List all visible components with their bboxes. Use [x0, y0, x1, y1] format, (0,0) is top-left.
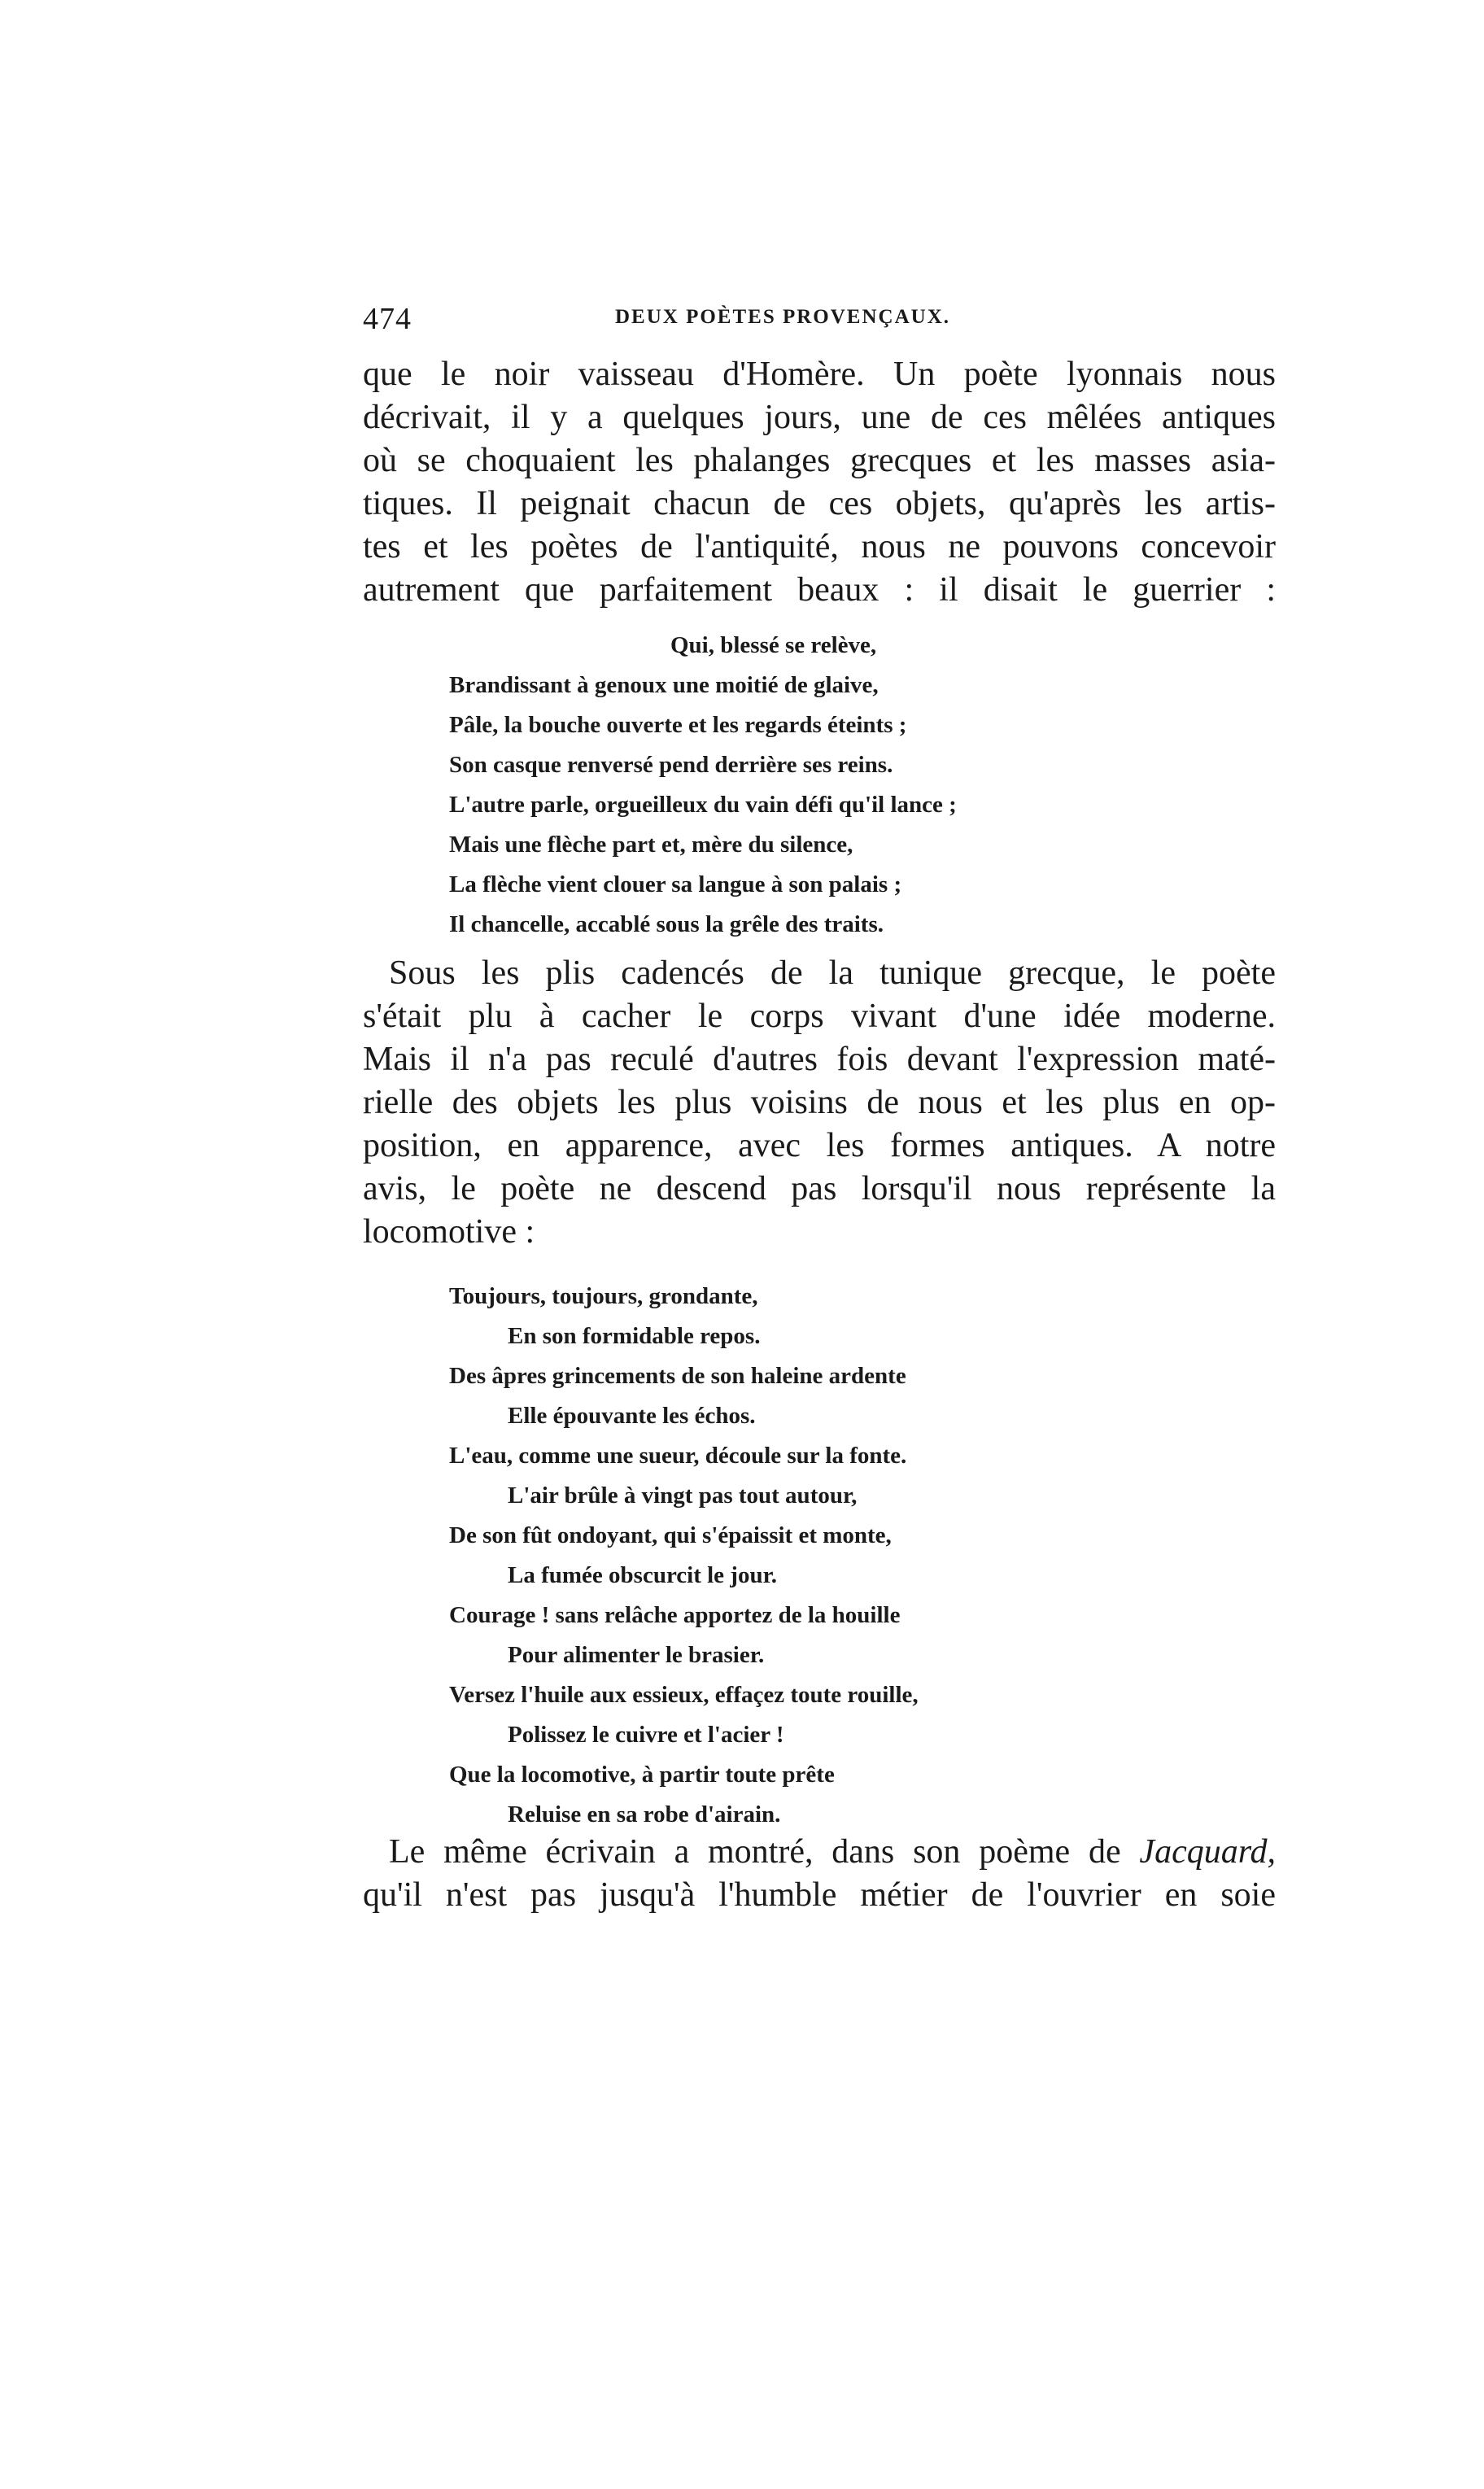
verse-line: L'air brûle à vingt pas tout autour, — [508, 1482, 858, 1509]
verse-line: La flèche vient clouer sa langue à son palais ; — [449, 871, 902, 897]
text-line: rielle des objets les plus voisins de nous et les plus en op- — [363, 1084, 1276, 1121]
verse-line: Polissez le cuivre et l'acier ! — [508, 1722, 784, 1748]
text-line: autrement que parfaitement beaux : il disait le guerrier : — [363, 571, 1276, 609]
text-line — [363, 1831, 1276, 1874]
text-line: Mais il n'a pas reculé d'autres fois devant l'expression maté- — [363, 1041, 1276, 1078]
paragraph-2 — [363, 952, 1276, 1254]
text-line: tes et les poètes de l'antiquité, nous ne pouvons concevoir — [363, 528, 1276, 565]
running-head — [363, 301, 1276, 342]
text-line: où se choquaient les phalanges grecques et les masses asia- — [363, 442, 1276, 479]
text-line: qu'il n'est pas jusqu'à l'humble métier de l'ouvrier en soie — [363, 1876, 1276, 1914]
text-fragment: Le même écrivain a montré, dans son poème de — [389, 1833, 1140, 1871]
verse-line: Que la locomotive, à partir toute prête — [449, 1762, 835, 1788]
verse-line: Son casque renversé pend derrière ses reins. — [449, 752, 893, 778]
text-line: tiques. Il peignait chacun de ces objets, qu'après les artis- — [363, 485, 1276, 522]
verse-line: Courage ! sans relâche apportez de la houille — [449, 1602, 901, 1628]
verse-line: L'autre parle, orgueilleux du vain défi qu'il lance ; — [449, 792, 957, 818]
paragraph-1 — [363, 353, 1276, 612]
verse-line: Toujours, toujours, grondante, — [449, 1283, 758, 1309]
text-line: avis, le poète ne descend pas lorsqu'il nous représente la — [363, 1170, 1276, 1207]
text-line: s'était plu à cacher le corps vivant d'une idée moderne. — [363, 998, 1276, 1035]
verse-line: Qui, blessé se relève, — [670, 632, 877, 658]
verse-line: Versez l'huile aux essieux, effaçez toute rouille, — [449, 1682, 919, 1708]
verse-line: Elle épouvante les échos. — [508, 1403, 756, 1429]
verse-line: L'eau, comme une sueur, découle sur la fonte. — [449, 1443, 907, 1469]
verse-line: En son formidable repos. — [508, 1323, 761, 1349]
verse-line: Reluise en sa robe d'airain. — [508, 1801, 781, 1827]
verse-line: Brandissant à genoux une moitié de glaive, — [449, 672, 879, 698]
page-number: 474 — [363, 302, 412, 336]
verse-line: Il chancelle, accablé sous la grêle des traits. — [449, 911, 884, 937]
verse-line: La fumée obscurcit le jour. — [508, 1562, 778, 1588]
text-line: Sous les plis cadencés de la tunique grecque, le poète — [389, 954, 1276, 992]
verse-line: De son fût ondoyant, qui s'épaissit et monte, — [449, 1522, 892, 1548]
paragraph-3 — [363, 1831, 1276, 1917]
text-line: locomotive : — [363, 1213, 535, 1251]
verse-line: Mais une flèche part et, mère du silence, — [449, 832, 853, 858]
verse-locomotive — [449, 1277, 919, 1835]
running-title: DEUX POÈTES PROVENÇAUX. — [615, 306, 951, 328]
verse-warrior — [449, 626, 957, 945]
verse-line: Pâle, la bouche ouverte et les regards éteints ; — [449, 712, 907, 738]
text-line: position, en apparence, avec les formes antiques. A notre — [363, 1127, 1276, 1164]
verse-line: Des âpres grincements de son haleine ardente — [449, 1363, 906, 1389]
verse-line: Pour alimenter le brasier. — [508, 1642, 765, 1668]
work-title: Jacquard, — [1139, 1833, 1276, 1871]
text-line: décrivait, il y a quelques jours, une de ces mêlées antiques — [363, 399, 1276, 436]
text-line: que le noir vaisseau d'Homère. Un poète lyonnais nous — [363, 356, 1276, 393]
